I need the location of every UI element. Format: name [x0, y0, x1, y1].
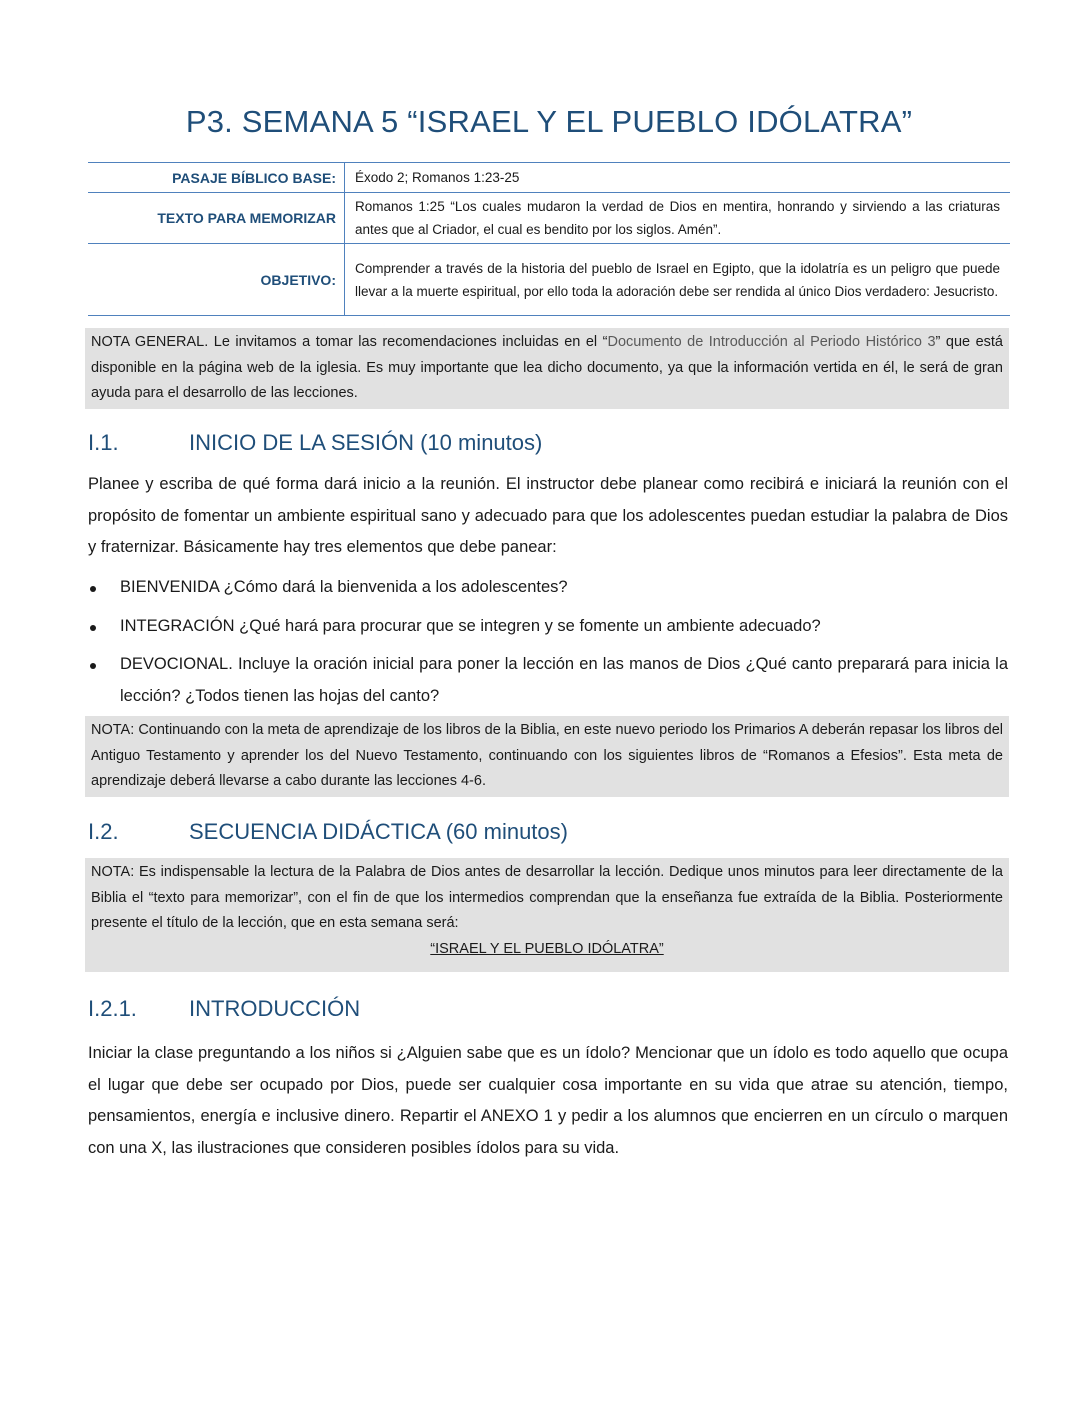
info-value: Éxodo 2; Romanos 1:23-25 [345, 163, 1011, 193]
section-number: I.2. [88, 819, 119, 844]
section-title: SECUENCIA DIDÁCTICA (60 minutos) [189, 819, 568, 844]
introduction-paragraph: Iniciar la clase preguntando a los niños si ¿Alguien sabe que es un ídolo? Mencionar que un ídolo es todo aquello que ocupa el lugar que debe ser ocupado por Dios, puede ser cualquier cosa importante en su vida que atrae su atención, tiempo, pensamientos, energía e inclusive dinero. Repartir el ANEXO 1 y pedir a los alumnos que encierren en un círculo o marquen con una X, las ilustraciones que consideren posibles ídolos para su vida. [88, 1044, 1008, 1157]
section-heading-sequence [88, 819, 568, 845]
list-item-text: BIENVENIDA ¿Cómo dará la bienvenida a los adolescentes? [120, 578, 568, 596]
info-row-objective [88, 244, 1010, 316]
page-title: P3. SEMANA 5 “ISRAEL Y EL PUEBLO IDÓLATRA” [185, 104, 913, 139]
section-title: INTRODUCCIÓN [189, 996, 361, 1021]
start-paragraph: Planee y escriba de qué forma dará inicio a la reunión. El instructor debe planear como recibirá e iniciará la reunión con el propósito de fomentar un ambiente espiritual sano y adecuado para que los adolescentes puedan estudiar la palabra de Dios y fraternizar. Básicamente hay tres elementos que debe panear: [88, 475, 1008, 556]
bullet-icon [90, 663, 96, 669]
info-row-memorize [88, 193, 1010, 244]
lesson-title-underlined: “ISRAEL Y EL PUEBLO IDÓLATRA” [430, 940, 664, 957]
start-elements-list [88, 572, 1008, 719]
info-value: Comprender a través de la historia del pueblo de Israel en Egipto, que la idolatría es un peligro que puede llevar a la muerte espiritual, por ello toda la adoración debe ser rendida al único Dios verdadero: Jesucristo. [345, 244, 1011, 316]
info-label: PASAJE BÍBLICO BASE: [88, 163, 345, 193]
books-note: NOTA: Continuando con la meta de aprendizaje de los libros de la Biblia, en este nuevo periodo los Primarios A deberán repasar los libros del Antiguo Testamento y aprender los del Nuevo Testamento, continuando con los siguientes libros de “Romanos a Efesios”. Esta meta de aprendizaje deberá llevarse a cabo durante las lecciones 4-6. [85, 716, 1009, 797]
list-item-text: DEVOCIONAL. Incluye la oración inicial para poner la lección en las manos de Dios ¿Qué canto preparará para inicia la lección? ¿Todos tienen las hojas del canto? [120, 655, 1008, 705]
list-item [88, 572, 1008, 604]
section-title: INICIO DE LA SESIÓN (10 minutos) [189, 430, 543, 455]
info-row-passage [88, 163, 1010, 193]
bullet-icon [90, 586, 96, 592]
list-item [88, 649, 1008, 712]
list-item [88, 611, 1008, 643]
general-note [85, 328, 1009, 409]
reading-note-text: NOTA: Es indispensable la lectura de la Palabra de Dios antes de desarrollar la lección. Dedique unos minutos para leer directamente de la Biblia el “texto para memorizar”, con el fin de que los intermedios comprendan que la enseñanza fue extraída de la Biblia. Posteriormente presente el título de la lección, que en esta semana será: [91, 864, 1003, 931]
info-value: Romanos 1:25 “Los cuales mudaron la verdad de Dios en mentira, honrando y sirviendo a las criaturas antes que al Criador, el cual es bendito por los siglos. Amén”. [345, 193, 1011, 244]
general-note-text-end: ” que está disponible en la página web de la iglesia. Es muy importante que lea dicho documento, ya que la información vertida en él, le será de gran ayuda para el desarrollo de las lecciones. [91, 334, 1003, 401]
section-number: I.2.1. [88, 996, 137, 1021]
info-label: TEXTO PARA MEMORIZAR [88, 193, 345, 244]
list-item-text: INTEGRACIÓN ¿Qué hará para procurar que se integren y se fomente un ambiente adecuado? [120, 616, 821, 635]
section-heading-introduction [88, 996, 360, 1022]
section-heading-start [88, 430, 542, 456]
bullet-icon [90, 625, 96, 631]
section-number: I.1. [88, 430, 119, 455]
reading-note [85, 858, 1009, 972]
intro-document-reference: Documento de Introducción al Periodo Histórico 3 [607, 334, 936, 350]
info-label: OBJETIVO: [88, 244, 345, 316]
lesson-info-table [88, 162, 1010, 316]
general-note-text: NOTA GENERAL. Le invitamos a tomar las recomendaciones incluidas en el “ [91, 334, 608, 350]
